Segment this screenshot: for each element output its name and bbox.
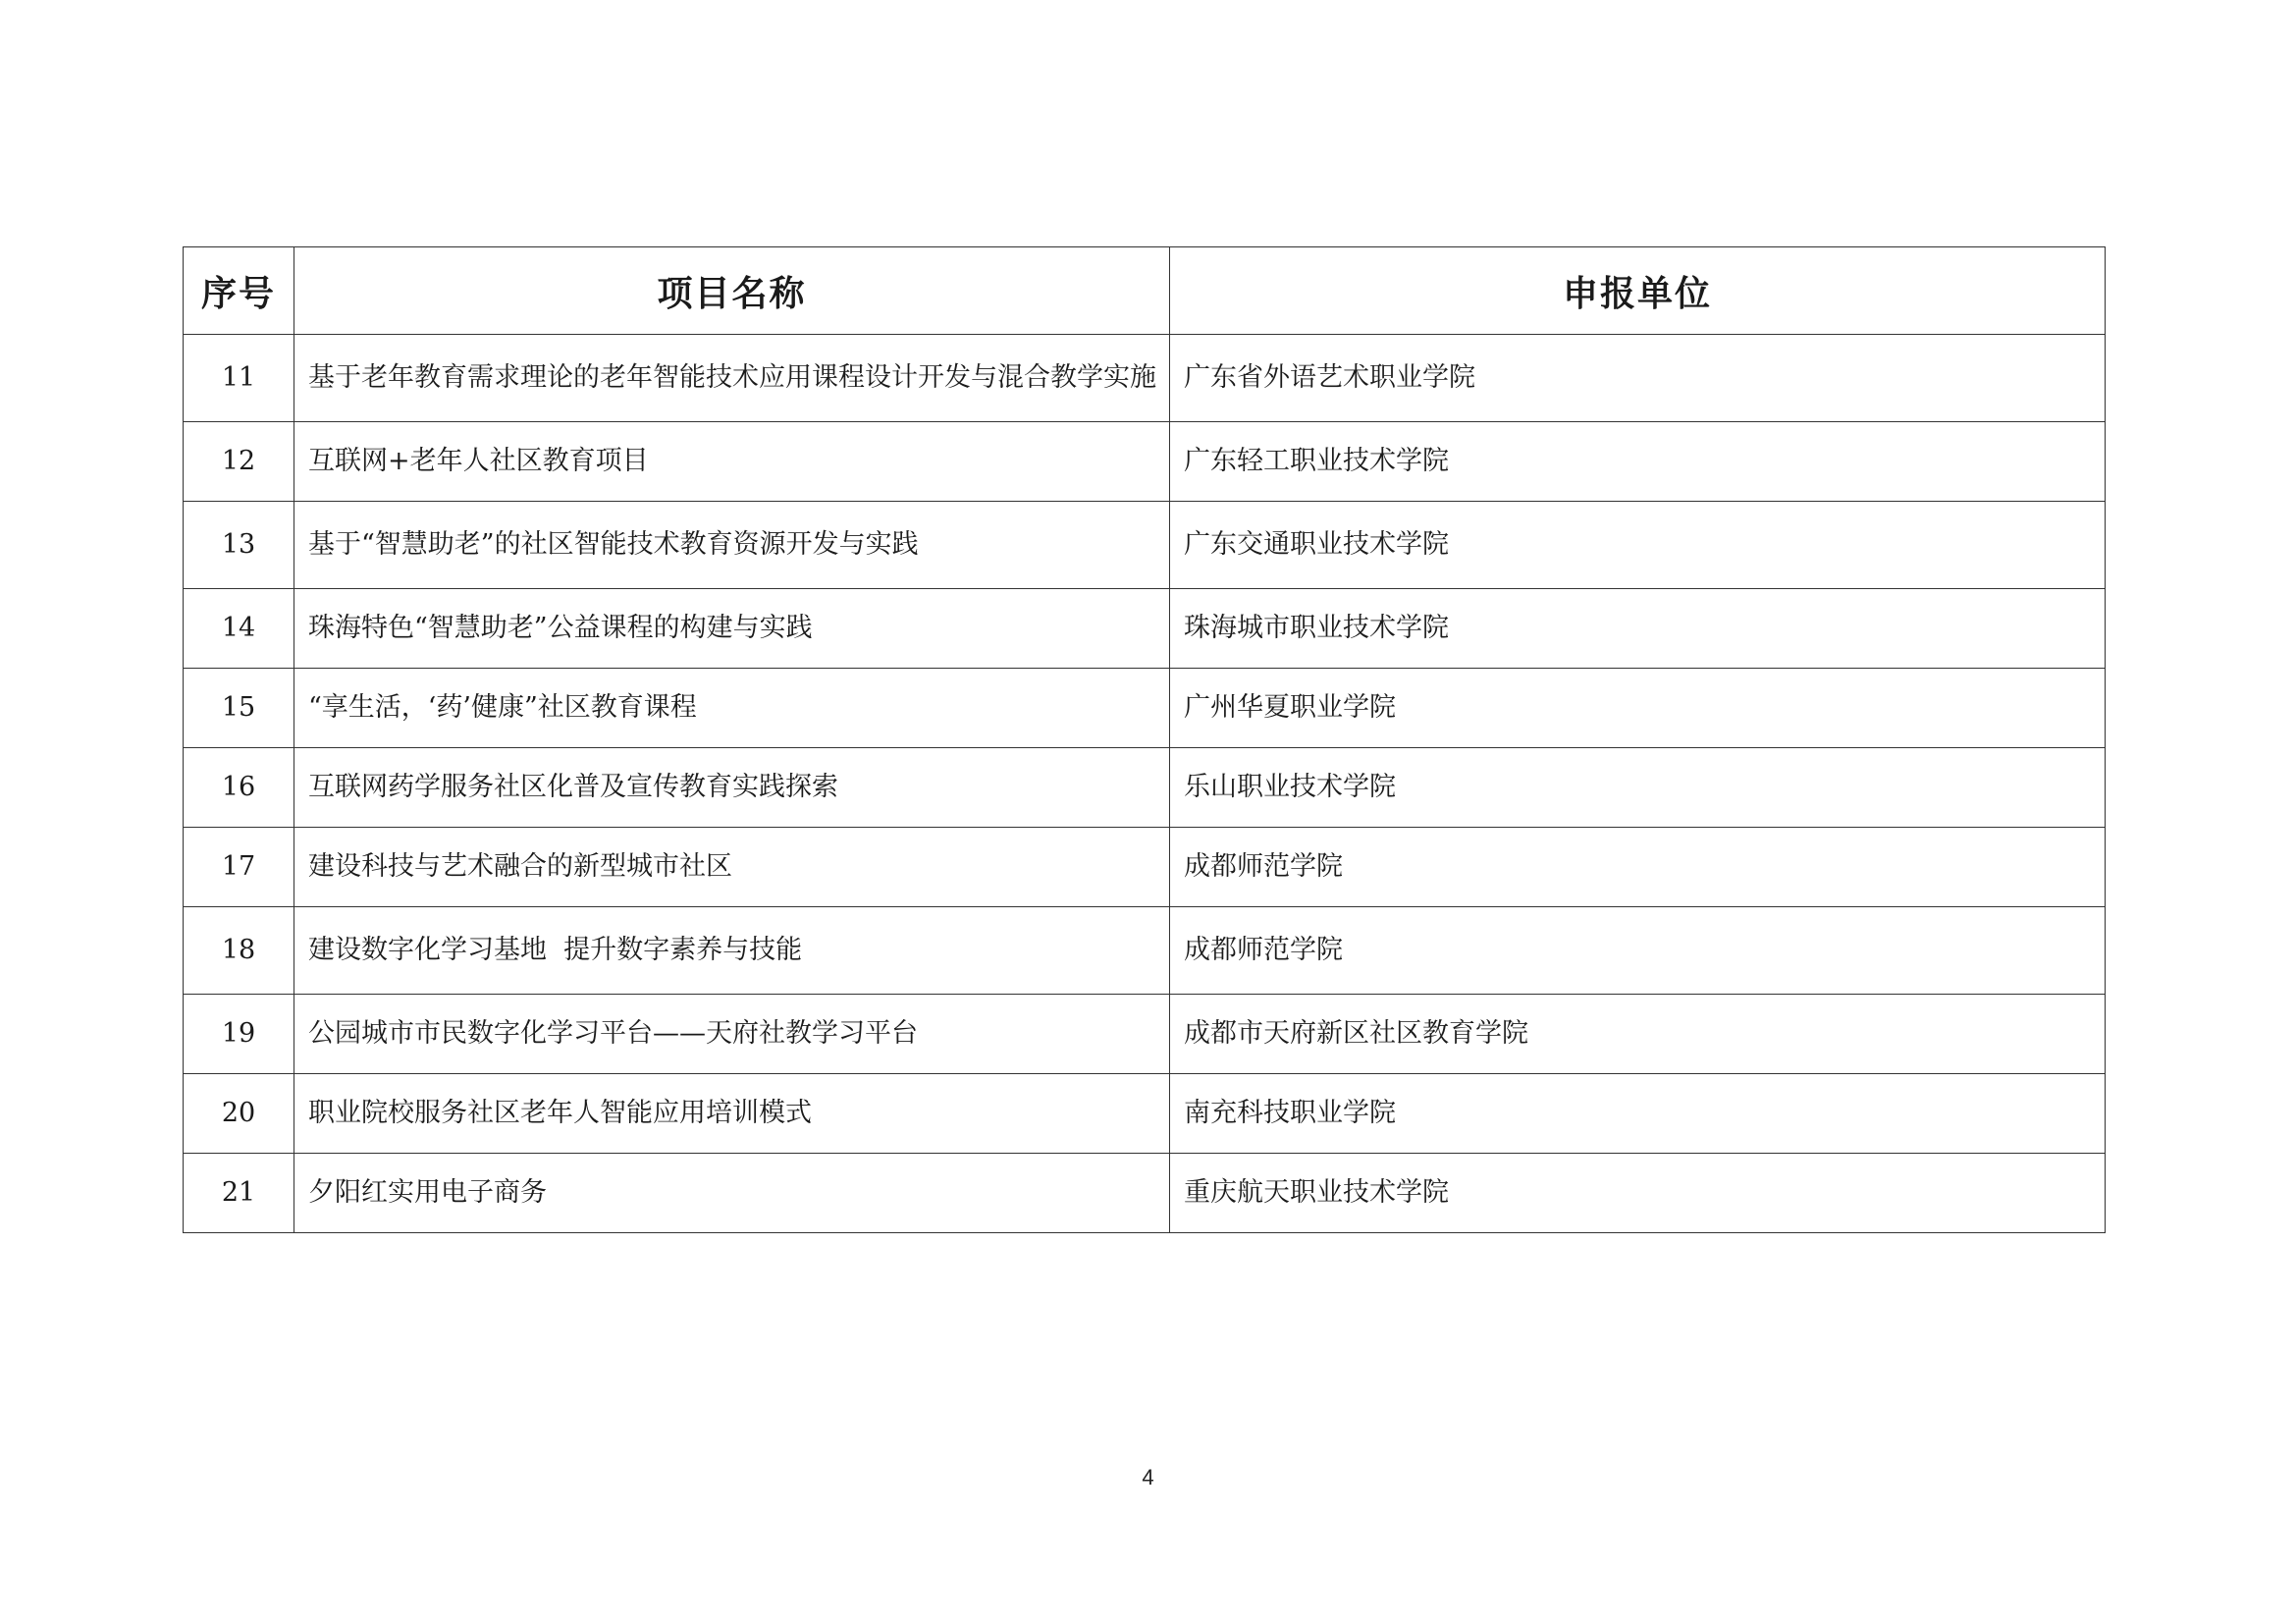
row-applicant-unit: 成都师范学院 <box>1170 828 2106 907</box>
row-applicant-unit: 重庆航天职业技术学院 <box>1170 1154 2106 1233</box>
row-applicant-unit: 广州华夏职业学院 <box>1170 669 2106 748</box>
row-applicant-unit: 广东交通职业技术学院 <box>1170 502 2106 589</box>
row-applicant-unit: 珠海城市职业技术学院 <box>1170 589 2106 669</box>
table-row <box>184 748 2106 828</box>
row-project-name: 建设数字化学习基地 提升数字素养与技能 <box>294 907 1170 995</box>
row-project-name: 建设科技与艺术融合的新型城市社区 <box>294 828 1170 907</box>
table-row <box>184 907 2106 995</box>
row-serial-number: 18 <box>184 907 294 995</box>
table-row <box>184 589 2106 669</box>
row-project-name: 互联网药学服务社区化普及宣传教育实践探索 <box>294 748 1170 828</box>
row-applicant-unit: 广东轻工职业技术学院 <box>1170 422 2106 502</box>
table-row <box>184 1074 2106 1154</box>
header-serial-number: 序号 <box>184 247 294 335</box>
header-project-name: 项目名称 <box>294 247 1170 335</box>
row-project-name: 基于老年教育需求理论的老年智能技术应用课程设计开发与混合教学实施 <box>294 335 1170 422</box>
header-applicant-unit: 申报单位 <box>1170 247 2106 335</box>
row-project-name: “享生活，‘药’健康”社区教育课程 <box>294 669 1170 748</box>
table-row <box>184 502 2106 589</box>
row-applicant-unit: 乐山职业技术学院 <box>1170 748 2106 828</box>
table-row <box>184 828 2106 907</box>
row-project-name: 职业院校服务社区老年人智能应用培训模式 <box>294 1074 1170 1154</box>
table-row <box>184 1154 2106 1233</box>
page-number: 4 <box>1142 1465 1154 1489</box>
row-project-name: 珠海特色“智慧助老”公益课程的构建与实践 <box>294 589 1170 669</box>
table-row <box>184 995 2106 1074</box>
row-project-name: 互联网+老年人社区教育项目 <box>294 422 1170 502</box>
row-project-name: 公园城市市民数字化学习平台——天府社教学习平台 <box>294 995 1170 1074</box>
row-serial-number: 14 <box>184 589 294 669</box>
row-applicant-unit: 南充科技职业学院 <box>1170 1074 2106 1154</box>
table-header-row <box>184 247 2106 335</box>
row-serial-number: 11 <box>184 335 294 422</box>
row-applicant-unit: 成都市天府新区社区教育学院 <box>1170 995 2106 1074</box>
table-row <box>184 669 2106 748</box>
row-project-name: 夕阳红实用电子商务 <box>294 1154 1170 1233</box>
table-row <box>184 422 2106 502</box>
row-serial-number: 19 <box>184 995 294 1074</box>
row-applicant-unit: 广东省外语艺术职业学院 <box>1170 335 2106 422</box>
row-serial-number: 20 <box>184 1074 294 1154</box>
project-list-table <box>183 246 2106 1233</box>
table-row <box>184 335 2106 422</box>
row-serial-number: 15 <box>184 669 294 748</box>
row-serial-number: 13 <box>184 502 294 589</box>
row-serial-number: 16 <box>184 748 294 828</box>
row-applicant-unit: 成都师范学院 <box>1170 907 2106 995</box>
row-serial-number: 21 <box>184 1154 294 1233</box>
row-serial-number: 12 <box>184 422 294 502</box>
row-serial-number: 17 <box>184 828 294 907</box>
row-project-name: 基于“智慧助老”的社区智能技术教育资源开发与实践 <box>294 502 1170 589</box>
